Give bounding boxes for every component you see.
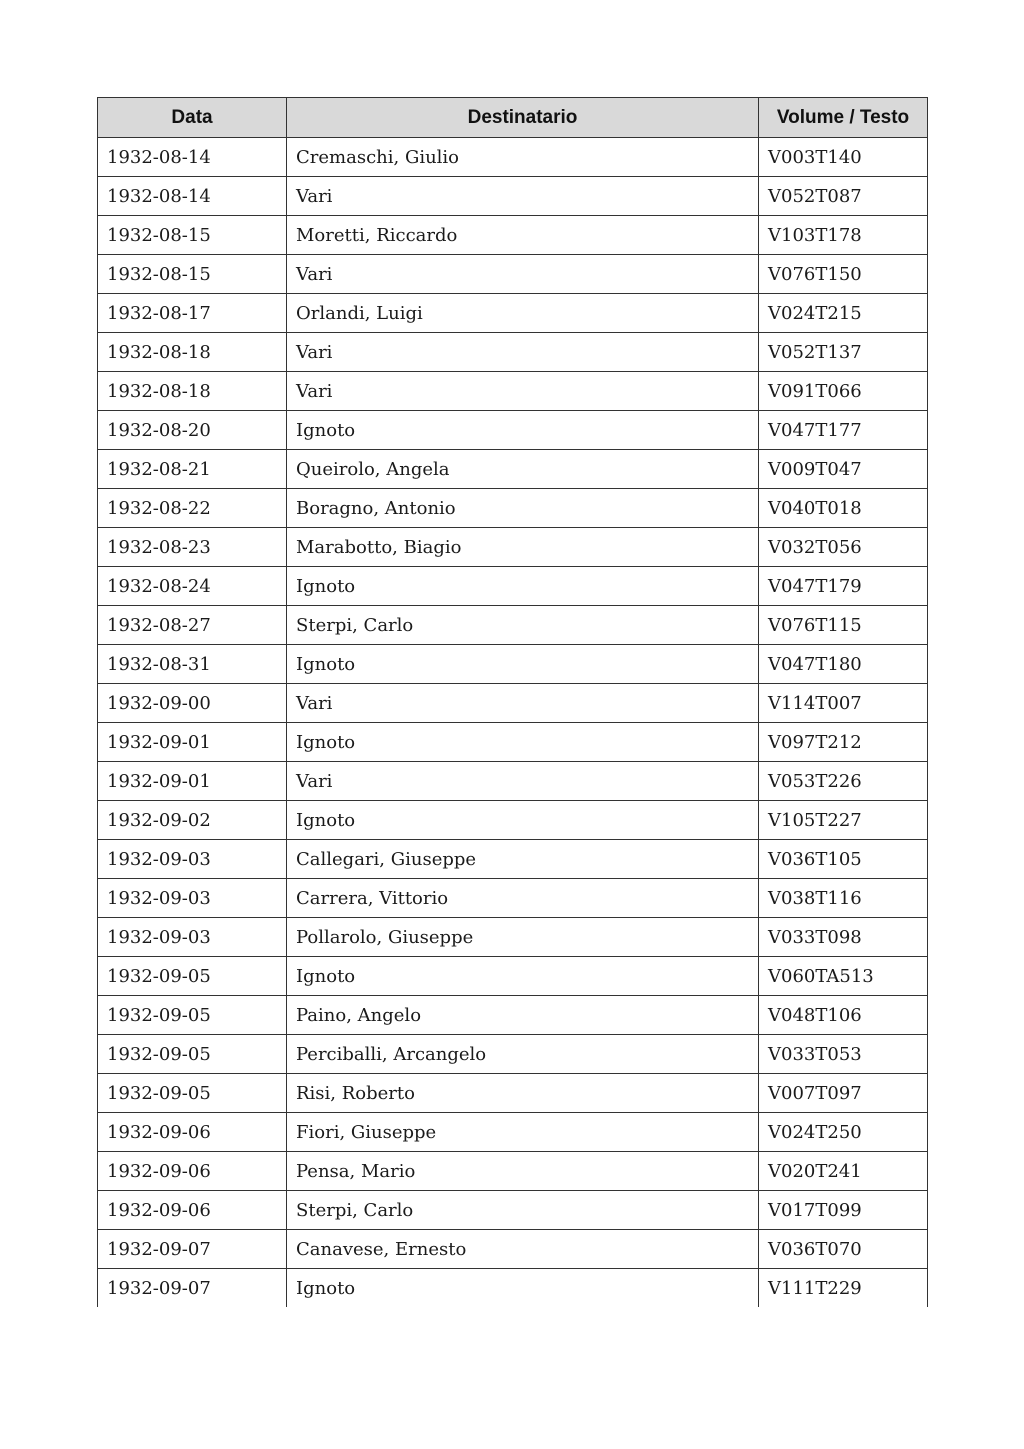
cell-date: 1932-08-21 — [98, 450, 287, 489]
table-row — [98, 528, 928, 567]
table-row — [98, 1152, 928, 1191]
table-row — [98, 996, 928, 1035]
cell-date: 1932-08-24 — [98, 567, 287, 606]
cell-recipient: Fiori, Giuseppe — [287, 1113, 759, 1152]
cell-date: 1932-09-07 — [98, 1230, 287, 1269]
cell-volume: V105T227 — [759, 801, 928, 840]
cell-volume: V047T179 — [759, 567, 928, 606]
table-row — [98, 450, 928, 489]
cell-volume: V053T226 — [759, 762, 928, 801]
cell-recipient: Ignoto — [287, 1269, 759, 1308]
cell-volume: V091T066 — [759, 372, 928, 411]
cell-date: 1932-08-22 — [98, 489, 287, 528]
cell-date: 1932-09-05 — [98, 996, 287, 1035]
cell-recipient: Carrera, Vittorio — [287, 879, 759, 918]
cell-recipient: Paino, Angelo — [287, 996, 759, 1035]
cell-date: 1932-09-05 — [98, 957, 287, 996]
cell-date: 1932-09-07 — [98, 1269, 287, 1308]
cell-date: 1932-08-14 — [98, 138, 287, 177]
cell-recipient: Ignoto — [287, 645, 759, 684]
cell-date: 1932-09-06 — [98, 1152, 287, 1191]
cell-volume: V047T180 — [759, 645, 928, 684]
table-row — [98, 1191, 928, 1230]
cell-date: 1932-09-02 — [98, 801, 287, 840]
cell-recipient: Queirolo, Angela — [287, 450, 759, 489]
cell-date: 1932-08-27 — [98, 606, 287, 645]
table-row — [98, 567, 928, 606]
table-row — [98, 1074, 928, 1113]
cell-volume: V007T097 — [759, 1074, 928, 1113]
cell-date: 1932-08-14 — [98, 177, 287, 216]
column-header-recipient: Destinatario — [287, 98, 759, 138]
cell-recipient: Callegari, Giuseppe — [287, 840, 759, 879]
cell-volume: V040T018 — [759, 489, 928, 528]
table-row — [98, 372, 928, 411]
cell-recipient: Ignoto — [287, 801, 759, 840]
cell-date: 1932-08-18 — [98, 333, 287, 372]
table-row — [98, 177, 928, 216]
cell-volume: V032T056 — [759, 528, 928, 567]
letters-table — [97, 97, 928, 1307]
cell-volume: V017T099 — [759, 1191, 928, 1230]
table-row — [98, 957, 928, 996]
cell-recipient: Sterpi, Carlo — [287, 606, 759, 645]
table-row — [98, 216, 928, 255]
cell-date: 1932-09-06 — [98, 1113, 287, 1152]
cell-recipient: Orlandi, Luigi — [287, 294, 759, 333]
table-row — [98, 684, 928, 723]
cell-volume: V024T215 — [759, 294, 928, 333]
cell-volume: V052T137 — [759, 333, 928, 372]
cell-volume: V103T178 — [759, 216, 928, 255]
table-row — [98, 411, 928, 450]
table-row — [98, 1035, 928, 1074]
table-row — [98, 1230, 928, 1269]
cell-volume: V111T229 — [759, 1269, 928, 1308]
cell-recipient: Canavese, Ernesto — [287, 1230, 759, 1269]
column-header-volume: Volume / Testo — [759, 98, 928, 138]
cell-volume: V076T115 — [759, 606, 928, 645]
cell-volume: V036T070 — [759, 1230, 928, 1269]
table-row — [98, 1113, 928, 1152]
cell-recipient: Pollarolo, Giuseppe — [287, 918, 759, 957]
cell-date: 1932-08-23 — [98, 528, 287, 567]
table-row — [98, 879, 928, 918]
cell-recipient: Vari — [287, 255, 759, 294]
cell-recipient: Moretti, Riccardo — [287, 216, 759, 255]
cell-date: 1932-09-06 — [98, 1191, 287, 1230]
table-row — [98, 1269, 928, 1308]
cell-date: 1932-08-17 — [98, 294, 287, 333]
cell-recipient: Boragno, Antonio — [287, 489, 759, 528]
cell-recipient: Marabotto, Biagio — [287, 528, 759, 567]
table-row — [98, 801, 928, 840]
cell-recipient: Vari — [287, 372, 759, 411]
cell-volume: V020T241 — [759, 1152, 928, 1191]
cell-volume: V060TA513 — [759, 957, 928, 996]
table-row — [98, 645, 928, 684]
cell-date: 1932-09-03 — [98, 879, 287, 918]
cell-volume: V024T250 — [759, 1113, 928, 1152]
cell-recipient: Risi, Roberto — [287, 1074, 759, 1113]
table-row — [98, 138, 928, 177]
cell-volume: V114T007 — [759, 684, 928, 723]
table-body — [98, 138, 928, 1308]
cell-volume: V076T150 — [759, 255, 928, 294]
cell-date: 1932-09-03 — [98, 840, 287, 879]
table-row — [98, 840, 928, 879]
table-row — [98, 606, 928, 645]
cell-recipient: Ignoto — [287, 411, 759, 450]
table-row — [98, 918, 928, 957]
cell-recipient: Ignoto — [287, 567, 759, 606]
table-row — [98, 333, 928, 372]
table-row — [98, 255, 928, 294]
cell-recipient: Cremaschi, Giulio — [287, 138, 759, 177]
cell-volume: V003T140 — [759, 138, 928, 177]
table-header-row — [98, 98, 928, 138]
cell-date: 1932-08-15 — [98, 255, 287, 294]
cell-recipient: Vari — [287, 177, 759, 216]
cell-volume: V048T106 — [759, 996, 928, 1035]
table-row — [98, 294, 928, 333]
cell-recipient: Ignoto — [287, 723, 759, 762]
cell-date: 1932-09-05 — [98, 1035, 287, 1074]
table-row — [98, 489, 928, 528]
table-row — [98, 723, 928, 762]
cell-recipient: Pensa, Mario — [287, 1152, 759, 1191]
cell-recipient: Perciballi, Arcangelo — [287, 1035, 759, 1074]
cell-volume: V009T047 — [759, 450, 928, 489]
cell-date: 1932-08-15 — [98, 216, 287, 255]
cell-volume: V038T116 — [759, 879, 928, 918]
cell-volume: V033T053 — [759, 1035, 928, 1074]
cell-volume: V036T105 — [759, 840, 928, 879]
table-row — [98, 762, 928, 801]
column-header-date: Data — [98, 98, 287, 138]
cell-volume: V047T177 — [759, 411, 928, 450]
cell-date: 1932-09-01 — [98, 723, 287, 762]
cell-date: 1932-08-20 — [98, 411, 287, 450]
cell-recipient: Vari — [287, 684, 759, 723]
cell-date: 1932-09-05 — [98, 1074, 287, 1113]
cell-recipient: Sterpi, Carlo — [287, 1191, 759, 1230]
cell-date: 1932-09-01 — [98, 762, 287, 801]
cell-volume: V033T098 — [759, 918, 928, 957]
cell-recipient: Ignoto — [287, 957, 759, 996]
cell-volume: V097T212 — [759, 723, 928, 762]
cell-date: 1932-08-31 — [98, 645, 287, 684]
cell-recipient: Vari — [287, 333, 759, 372]
cell-recipient: Vari — [287, 762, 759, 801]
cell-date: 1932-09-03 — [98, 918, 287, 957]
cell-volume: V052T087 — [759, 177, 928, 216]
cell-date: 1932-08-18 — [98, 372, 287, 411]
cell-date: 1932-09-00 — [98, 684, 287, 723]
